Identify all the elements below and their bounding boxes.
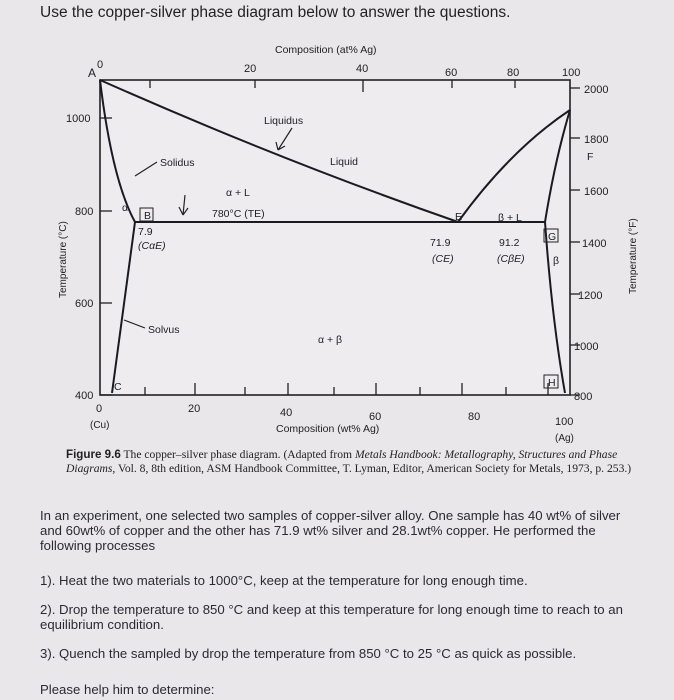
bottom-tick-20: 20 [188, 403, 201, 415]
point-a: A [88, 66, 97, 80]
bottom-tick-40: 40 [280, 407, 293, 419]
comp-e-sub: (CE) [432, 253, 454, 265]
right-tick-1000: 1000 [574, 341, 599, 353]
point-b: B [144, 210, 152, 222]
label-liquidus: Liquidus [264, 115, 304, 127]
label-eutectic-temp: 780°C (TE) [212, 208, 265, 220]
top-axis-title: Composition (at% Ag) [275, 44, 377, 56]
top-tick-60: 60 [445, 67, 458, 79]
bottom-tick-100: 100 [555, 416, 574, 428]
label-alpha-beta: α + β [318, 334, 343, 346]
bottom-end-ag: (Ag) [555, 433, 574, 444]
caption-text1: The copper–silver phase diagram. (Adapted from [120, 448, 355, 461]
intro-text: Use the copper-silver phase diagram below to answer the questions. [40, 4, 511, 21]
right-tick-2000: 2000 [584, 84, 609, 96]
problem-intro: In an experiment, one selected two samples of copper-silver alloy. One sample has 40 wt% of silver and 60wt% of copper and the other has 71.9 wt% silver and 28.1wt% copper. He performed the following processes [40, 508, 621, 553]
bottom-end-cu: (Cu) [90, 420, 110, 431]
point-f: F [587, 151, 594, 163]
bottom-axis-title: Composition (wt% Ag) [276, 423, 380, 435]
label-alpha: α [122, 202, 129, 214]
step-2: 2). Drop the temperature to 850 °C and keep at this temperature for long enough time to reach to an equilibrium condition. [40, 602, 623, 632]
comp-alpha-e: 7.9 [138, 226, 153, 238]
left-tick-800: 800 [75, 206, 94, 218]
label-beta-liquid: β + L [498, 212, 522, 224]
right-tick-1600: 1600 [584, 186, 609, 198]
top-tick-0: 0 [97, 59, 104, 71]
bottom-tick-80: 80 [468, 411, 481, 423]
label-solvus: Solvus [148, 324, 180, 336]
left-tick-400: 400 [75, 390, 94, 402]
left-axis-title: Temperature (°C) [58, 221, 69, 298]
top-tick-80: 80 [507, 67, 520, 79]
figure-caption [66, 448, 636, 475]
caption-fig-label: Figure 9.6 [66, 448, 121, 461]
left-tick-600: 600 [75, 298, 94, 310]
comp-alpha-e-sub: (CαE) [138, 240, 166, 252]
step-3: 3). Quench the sampled by drop the temperature from 850 °C to 25 °C as quick as possible. [40, 646, 577, 661]
right-tick-1200: 1200 [578, 290, 603, 302]
point-g: G [548, 231, 557, 243]
label-beta: β [553, 255, 560, 267]
right-tick-1400: 1400 [582, 238, 607, 250]
caption-book: Metals Handbook: Metallography, Structures and Phase Diagrams, [66, 448, 618, 475]
step-1: 1). Heat the two materials to 1000°C, keep at the temperature for long enough time. [40, 573, 528, 588]
top-tick-20: 20 [244, 63, 257, 75]
point-c: C [114, 381, 122, 393]
left-tick-1000: 1000 [66, 113, 91, 125]
bottom-tick-0: 0 [96, 403, 103, 415]
right-tick-1800: 1800 [584, 134, 609, 146]
label-solidus: Solidus [160, 157, 195, 169]
right-axis-title: Temperature (°F) [628, 218, 639, 294]
point-e: E [455, 211, 463, 223]
label-liquid: Liquid [330, 156, 359, 168]
label-alpha-liquid: α + L [226, 187, 250, 199]
bottom-tick-60: 60 [369, 411, 382, 423]
closing-line: Please help him to determine: [40, 682, 215, 697]
point-h: H [548, 377, 556, 389]
right-tick-800: 800 [574, 391, 593, 403]
top-tick-40: 40 [356, 63, 369, 75]
comp-beta-e-sub: (CβE) [497, 253, 525, 265]
caption-text2: Vol. 8, 8th edition, ASM Handbook Committee, T. Lyman, Editor, American Society for Metals, 1973, p. 253.) [115, 461, 632, 475]
comp-beta-e: 91.2 [499, 237, 520, 249]
comp-e: 71.9 [430, 237, 451, 249]
top-tick-100: 100 [562, 67, 581, 79]
